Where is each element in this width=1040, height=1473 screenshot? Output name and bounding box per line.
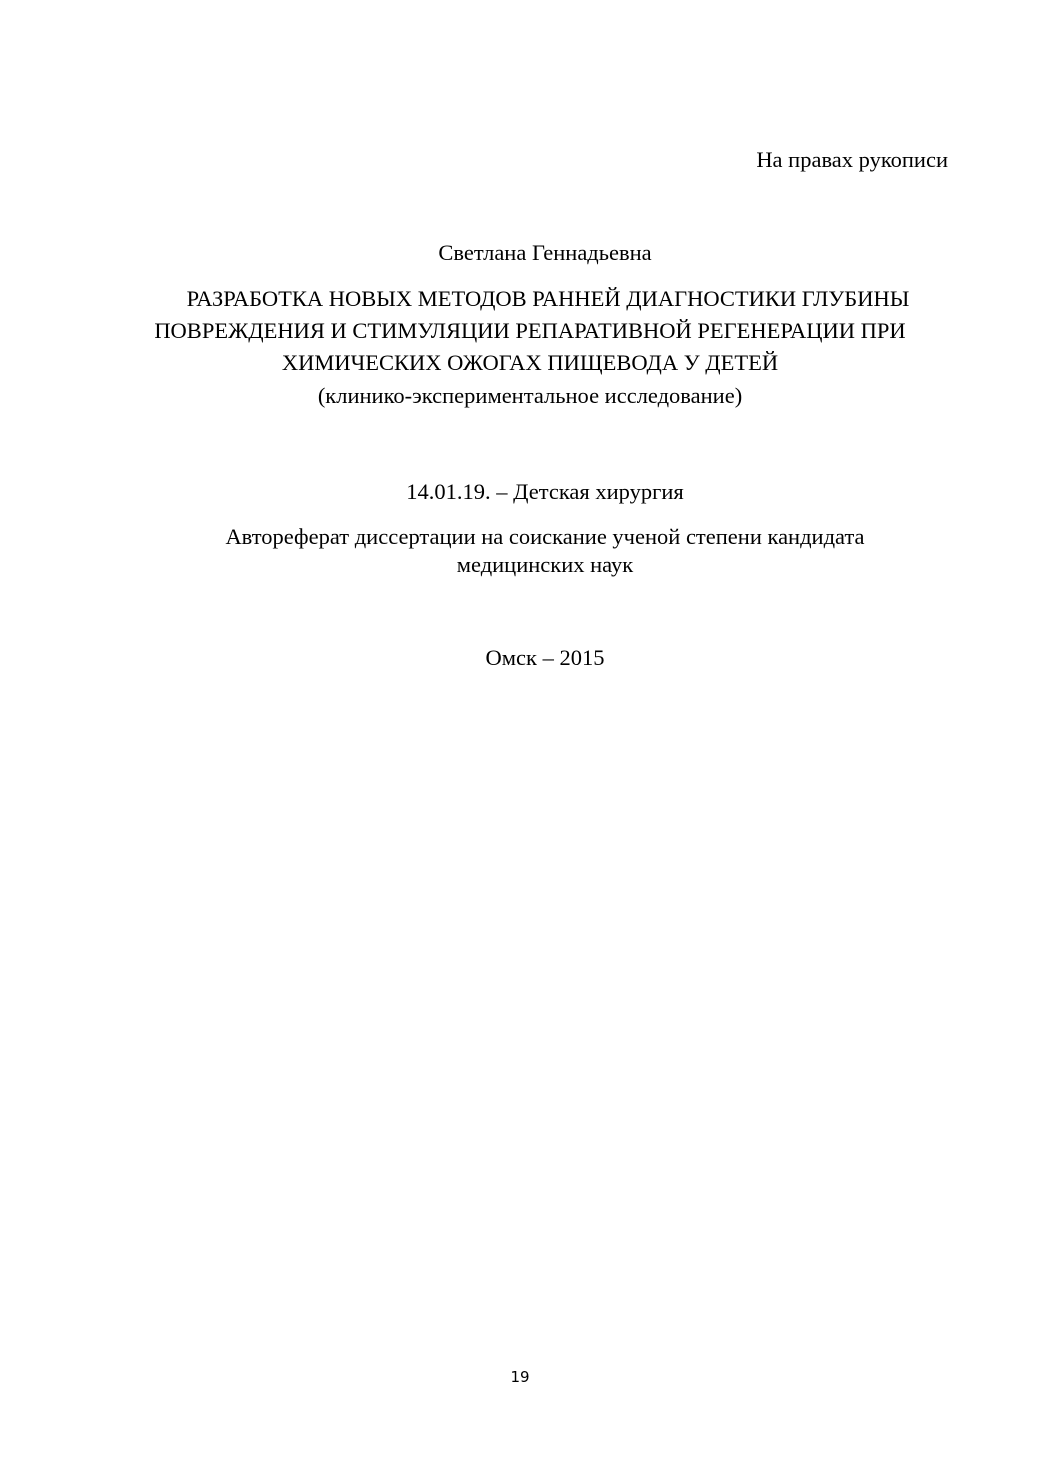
abstract-description — [110, 523, 980, 579]
specialty-code: 14.01.19. – Детская хирургия — [406, 479, 684, 504]
abstract-line-1: Автореферат диссертации на соискание ученой степени кандидата — [225, 524, 865, 549]
title-line-2: ПОВРЕЖДЕНИЯ И СТИМУЛЯЦИИ РЕПАРАТИВНОЙ РЕГЕНЕРАЦИИ ПРИ — [154, 318, 906, 343]
page-number: 19 — [510, 1368, 530, 1386]
title-line-1: РАЗРАБОТКА НОВЫХ МЕТОДОВ РАННЕЙ ДИАГНОСТИКИ ГЛУБИНЫ — [186, 286, 910, 311]
author-name: Светлана Геннадьевна — [438, 240, 652, 265]
manuscript-note: На правах рукописи — [756, 147, 948, 172]
title-line-3: ХИМИЧЕСКИХ ОЖОГАХ ПИЩЕВОДА У ДЕТЕЙ — [281, 350, 779, 375]
dissertation-title — [110, 283, 950, 379]
place-year: Омск – 2015 — [485, 645, 605, 670]
abstract-line-2: медицинских наук — [456, 552, 634, 577]
dissertation-subtitle: (клинико-экспериментальное исследование) — [317, 383, 743, 408]
